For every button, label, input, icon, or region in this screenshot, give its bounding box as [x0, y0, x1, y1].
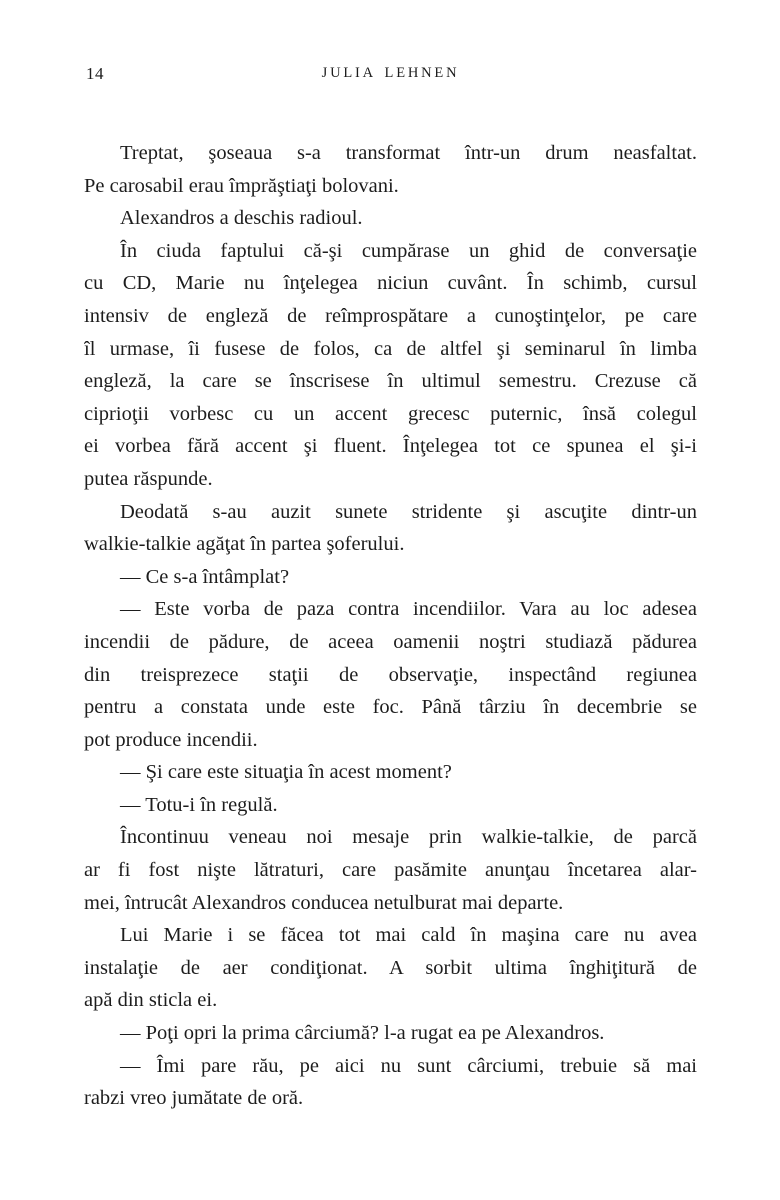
paragraph: [84, 137, 697, 202]
text-line: Lui Marie i se făcea tot mai cald în maşina care nu avea: [120, 924, 697, 947]
text-line: intensiv de engleză de reîmprospătare a cunoştinţelor, pe care: [84, 304, 697, 327]
text-line: incendii de pădure, de aceea oamenii noştri studiază pădurea: [84, 630, 697, 653]
text-line: — Poţi opri la prima cârciumă? l-a rugat ea pe Alexandros.: [120, 1022, 605, 1045]
text-line: instalaţie de aer condiţionat. A sorbit ultima înghiţitură de: [84, 956, 697, 979]
text-line: engleză, la care se înscrisese în ultimul semestru. Crezuse că: [84, 370, 697, 393]
paragraph: [84, 593, 697, 756]
text-line: walkie-talkie agăţat în partea şoferului.: [84, 533, 405, 556]
text-line: mei, întrucât Alexandros conducea netulburat mai departe.: [84, 891, 564, 914]
text-line: În ciuda faptului că-şi cumpărase un ghid de conversaţie: [120, 239, 697, 262]
paragraph: [84, 919, 697, 1017]
page-header: [84, 64, 697, 84]
paragraph: [84, 789, 697, 822]
text-line: Alexandros a deschis radioul.: [120, 207, 363, 230]
paragraph: [84, 561, 697, 594]
text-line: pentru a constata unde este foc. Până târziu în decembrie se: [84, 696, 697, 719]
text-line: — Şi care este situaţia în acest moment?: [120, 761, 452, 784]
page-number: 14: [86, 64, 104, 83]
text-line: apă din sticla ei.: [84, 989, 218, 1012]
paragraph: [84, 821, 697, 919]
text-line: ar fi fost nişte lătraturi, care pasămite anunţau încetarea alar-: [84, 859, 697, 882]
page-body: [84, 137, 697, 1115]
text-line: ciprioţii vorbesc cu un accent grecesc puternic, însă colegul: [84, 402, 697, 425]
text-line: ei vorbea fără accent şi fluent. Înţelegea tot ce spunea el şi-i: [84, 435, 697, 458]
text-line: îl urmase, îi fusese de folos, ca de altfel şi seminarul în limba: [84, 337, 697, 360]
text-line: Deodată s-au auzit sunete stridente şi ascuţite dintr-un: [120, 500, 697, 523]
text-line: Treptat, şoseaua s-a transformat într-un drum neasfaltat.: [120, 142, 697, 164]
text-line: pot produce incendii.: [84, 728, 258, 751]
paragraph: [84, 1050, 697, 1115]
text-line: cu CD, Marie nu înţelegea niciun cuvânt. În schimb, cursul: [84, 272, 697, 295]
paragraph: [84, 1017, 697, 1050]
text-line: Pe carosabil erau împrăştiaţi bolovani.: [84, 174, 399, 197]
paragraph: [84, 202, 697, 235]
paragraph: [84, 496, 697, 561]
text-line: Încontinuu veneau noi mesaje prin walkie-talkie, de parcă: [120, 826, 697, 849]
running-title: JULIA LEHNEN: [321, 65, 460, 81]
text-line: — Ce s-a întâmplat?: [120, 565, 290, 588]
paragraph: [84, 756, 697, 789]
text-line: — Totu-i în regulă.: [120, 793, 278, 816]
paragraph: [84, 235, 697, 496]
text-line: — Îmi pare rău, pe aici nu sunt cârciumi, trebuie să mai: [120, 1054, 697, 1077]
text-line: putea răspunde.: [84, 467, 213, 490]
text-line: din treisprezece staţii de observaţie, inspectând regiunea: [84, 663, 697, 686]
text-line: rabzi vreo jumătate de oră.: [84, 1087, 304, 1110]
text-line: — Este vorba de paza contra incendiilor. Vara au loc adesea: [120, 598, 697, 621]
